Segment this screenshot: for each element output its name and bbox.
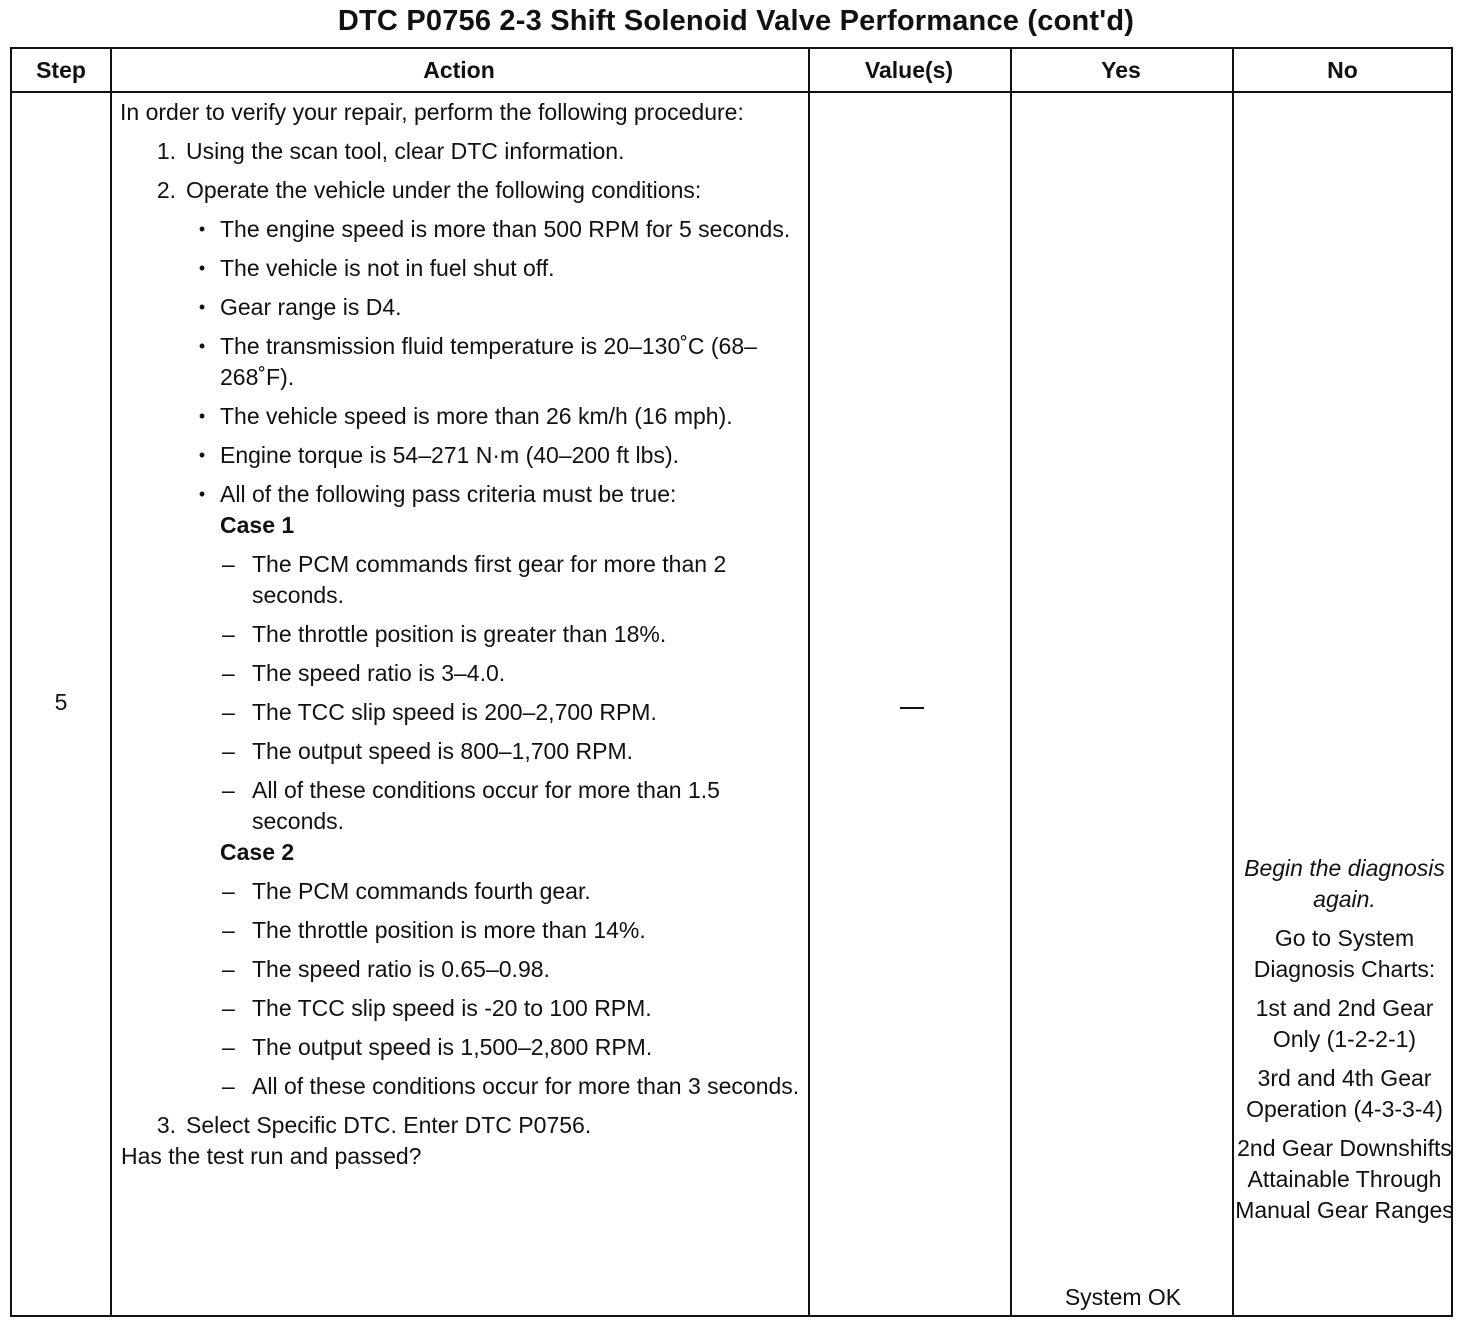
- column-divider: [110, 49, 112, 1315]
- dash-icon: –: [222, 621, 235, 647]
- criteria-item: – All of these conditions occur for more than 1.5 seconds.: [116, 775, 806, 837]
- question-text: Has the test run and passed?: [121, 1143, 422, 1169]
- step-item: 2. Operate the vehicle under the following conditions:: [156, 177, 702, 203]
- dash-icon: –: [222, 956, 235, 982]
- dash-icon: –: [222, 660, 235, 686]
- criteria-item: – The TCC slip speed is 200–2,700 RPM.: [116, 697, 806, 728]
- bullet-icon: •: [198, 406, 206, 426]
- bullet-icon: •: [198, 484, 206, 504]
- header-values: Value(s): [864, 57, 954, 83]
- bullet-icon: •: [198, 336, 206, 356]
- step-item: 1. Using the scan tool, clear DTC information.: [156, 138, 625, 164]
- dash-icon: –: [222, 995, 235, 1021]
- header-yes: Yes: [1101, 57, 1141, 83]
- no-result: [1234, 853, 1455, 1234]
- bullet-icon: •: [198, 297, 206, 317]
- criteria-item: – The PCM commands fourth gear.: [116, 876, 806, 907]
- dash-icon: –: [222, 699, 235, 725]
- condition-item: • All of the following pass criteria must be true:: [116, 479, 806, 510]
- no-go-to: Go to System Diagnosis Charts:: [1253, 925, 1436, 982]
- bullet-icon: •: [198, 258, 206, 278]
- intro-text: In order to verify your repair, perform the following procedure:: [120, 99, 744, 125]
- header-divider: [12, 91, 1451, 93]
- header-action: Action: [423, 57, 495, 83]
- no-chart-2: 3rd and 4th Gear Operation (4-3-3-4): [1246, 1065, 1443, 1122]
- dash-icon: –: [222, 917, 235, 943]
- condition-item: • The transmission fluid temperature is 20–130˚C (68–268˚F).: [116, 331, 806, 393]
- diagnostic-table: [10, 47, 1453, 1317]
- dash-icon: –: [222, 1034, 235, 1060]
- column-divider: [1010, 49, 1012, 1315]
- criteria-item: – The speed ratio is 0.65–0.98.: [116, 954, 806, 985]
- dash-icon: –: [222, 878, 235, 904]
- condition-item: • The vehicle speed is more than 26 km/h (16 mph).: [116, 401, 806, 432]
- header-step: Step: [36, 57, 86, 83]
- criteria-item: – The throttle position is more than 14%.: [116, 915, 806, 946]
- action-cell: [116, 97, 806, 1172]
- no-chart-1: 1st and 2nd Gear Only (1-2-2-1): [1255, 995, 1434, 1052]
- condition-item: • The engine speed is more than 500 RPM for 5 seconds.: [116, 214, 806, 245]
- header-no: No: [1327, 57, 1358, 83]
- step-number: 5: [54, 689, 68, 715]
- step-item: 3. Select Specific DTC. Enter DTC P0756.: [156, 1112, 592, 1138]
- case-1-label: Case 1: [220, 512, 295, 538]
- condition-item: • Engine torque is 54–271 N·m (40–200 ft lbs).: [116, 440, 806, 471]
- criteria-item: – The speed ratio is 3–4.0.: [116, 658, 806, 689]
- column-divider: [808, 49, 810, 1315]
- case-2-label: Case 2: [220, 839, 295, 865]
- yes-result: System OK: [1064, 1284, 1182, 1310]
- criteria-item: – The throttle position is greater than 18%.: [116, 619, 806, 650]
- bullet-icon: •: [198, 445, 206, 465]
- criteria-item: – The output speed is 1,500–2,800 RPM.: [116, 1032, 806, 1063]
- dash-icon: –: [222, 738, 235, 764]
- criteria-item: – The PCM commands first gear for more than 2 seconds.: [116, 549, 806, 611]
- dash-icon: –: [222, 777, 235, 803]
- value-dash: [900, 707, 924, 709]
- condition-item: • The vehicle is not in fuel shut off.: [116, 253, 806, 284]
- criteria-item: – All of these conditions occur for more than 3 seconds.: [116, 1071, 806, 1102]
- bullet-icon: •: [198, 219, 206, 239]
- criteria-item: – The output speed is 800–1,700 RPM.: [116, 736, 806, 767]
- no-chart-3: 2nd Gear Downshifts Attainable Through Manual Gear Ranges: [1235, 1135, 1454, 1223]
- criteria-item: – The TCC slip speed is -20 to 100 RPM.: [116, 993, 806, 1024]
- dash-icon: –: [222, 1073, 235, 1099]
- no-begin-again: Begin the diagnosis again.: [1244, 855, 1445, 912]
- condition-item: • Gear range is D4.: [116, 292, 806, 323]
- dash-icon: –: [222, 551, 235, 577]
- page-title: DTC P0756 2-3 Shift Solenoid Valve Performance (cont'd): [337, 5, 1135, 37]
